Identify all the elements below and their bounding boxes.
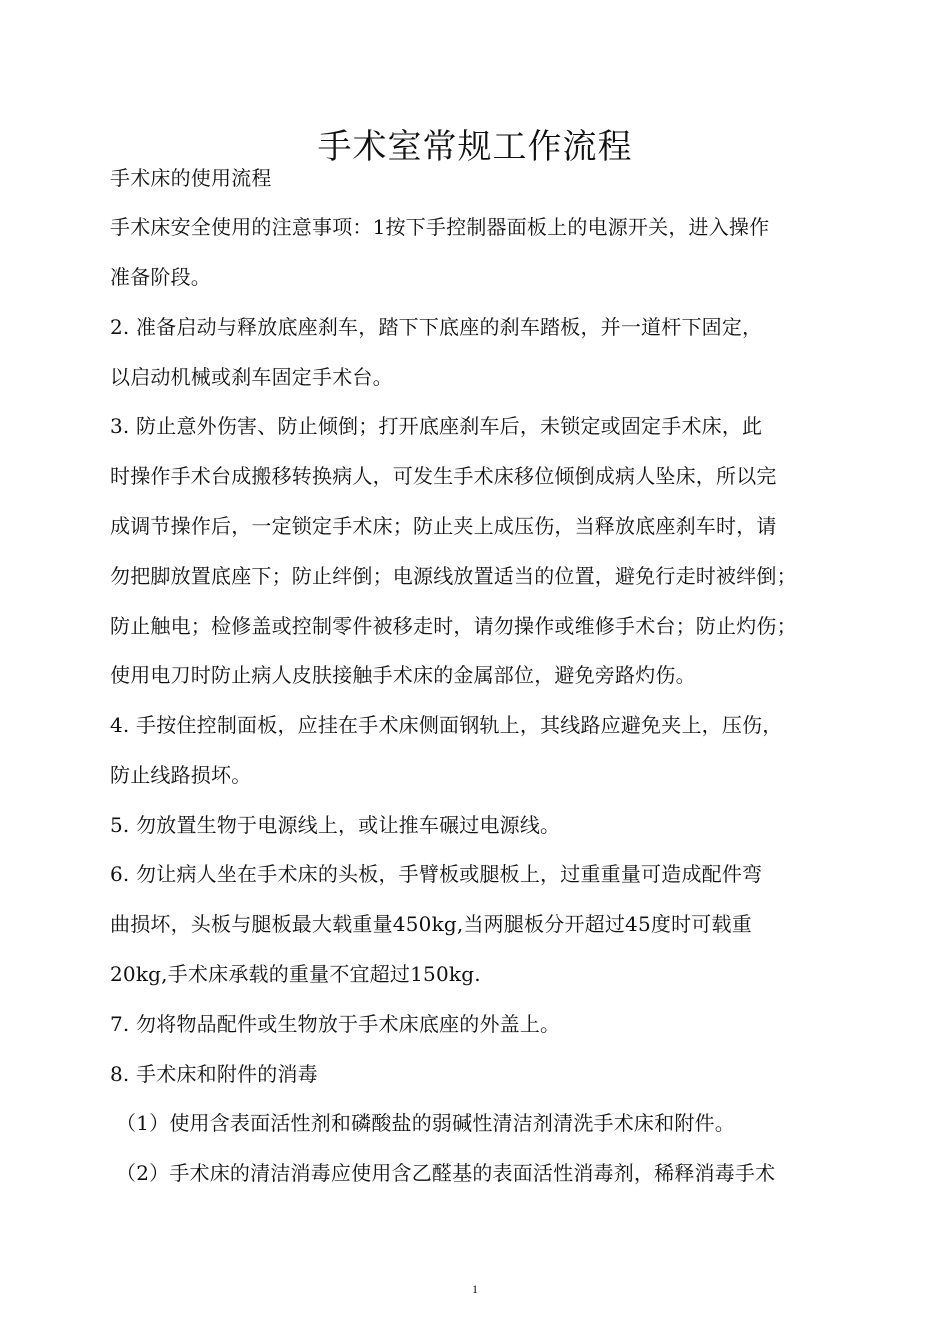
paragraph-line: （2）手术床的清洁消毒应使用含乙醛基的表面活性消毒剂，稀释消毒手术	[116, 1161, 776, 1185]
paragraph-line: 勿把脚放置底座下；防止绊倒；电源线放置适当的位置，避免行走时被绊倒；	[110, 564, 797, 588]
paragraph-line: 4. 手按住控制面板，应挂在手术床侧面钢轨上，其线路应避免夹上，压伤，	[110, 713, 783, 737]
paragraph-line: 防止触电；检修盖或控制零件被移走时，请勿操作或维修手术台；防止灼伤；	[110, 614, 797, 638]
paragraph-line: 8. 手术床和附件的消毒	[110, 1062, 318, 1086]
paragraph-line: 2. 准备启动与释放底座刹车，踏下下底座的刹车踏板，并一道杆下固定，	[110, 315, 763, 339]
paragraph-line: 5. 勿放置生物于电源线上，或让推车碾过电源线。	[110, 813, 561, 837]
page-title: 手术室常规工作流程	[317, 126, 633, 167]
paragraph-line: 手术床安全使用的注意事项：1按下手控制器面板上的电源开关，进入操作	[110, 215, 770, 239]
paragraph-line: 曲损坏，头板与腿板最大载重量450kg,当两腿板分开超过45度时可载重	[110, 912, 752, 936]
paragraph-line: （1）使用含表面活性剂和磷酸盐的弱碱性清洁剂清洗手术床和附件。	[116, 1111, 735, 1135]
paragraph-line: 以启动机械或刹车固定手术台。	[110, 365, 393, 389]
paragraph-line: 20kg,手术床承载的重量不宜超过150kg.	[110, 962, 481, 986]
paragraph-line: 3. 防止意外伤害、防止倾倒；打开底座刹车后，未锁定或固定手术床，此	[110, 414, 763, 438]
paragraph-line: 6. 勿让病人坐在手术床的头板，手臂板或腿板上，过重重量可造成配件弯	[110, 862, 763, 886]
page-number: 1	[472, 1282, 478, 1296]
paragraph-line: 准备阶段。	[110, 265, 211, 289]
paragraph-line: 成调节操作后，一定锁定手术床；防止夹上成压伤，当释放底座刹车时，请	[110, 514, 777, 538]
paragraph-line: 7. 勿将物品配件或生物放于手术床底座的外盖上。	[110, 1012, 561, 1036]
paragraph-line: 时操作手术台成搬移转换病人，可发生手术床移位倾倒成病人坠床，所以完	[110, 464, 777, 488]
paragraph-line: 使用电刀时防止病人皮肤接触手术床的金属部位，避免旁路灼伤。	[110, 663, 696, 687]
paragraph-line: 防止线路损坏。	[110, 763, 252, 787]
section-heading: 手术床的使用流程	[110, 166, 272, 190]
